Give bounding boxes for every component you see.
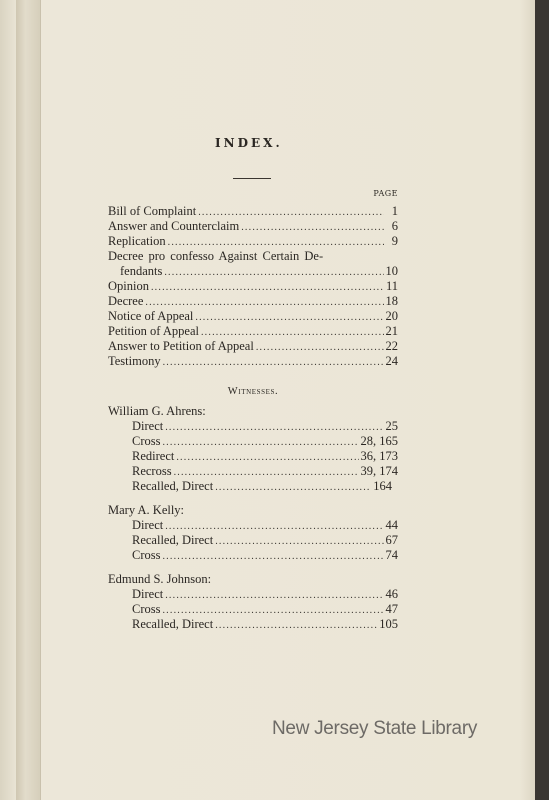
entry-page: 47	[385, 602, 398, 616]
witnesses-heading: Witnesses.	[227, 386, 279, 397]
leader-dots	[165, 521, 383, 532]
entry-label: Recross	[132, 464, 172, 478]
index-entry	[108, 309, 398, 324]
entry-page: 46	[385, 587, 398, 601]
leader-dots	[198, 207, 384, 218]
witness-entry	[132, 479, 392, 494]
leader-dots	[215, 536, 383, 547]
entry-label: fendants	[120, 264, 163, 278]
leader-dots	[162, 605, 383, 616]
index-entry	[108, 294, 398, 309]
entry-page: 39, 174	[360, 464, 398, 478]
index-entry	[108, 279, 398, 294]
entry-page: 28, 165	[360, 434, 398, 448]
index-entry	[108, 204, 398, 219]
entry-label: Recalled, Direct	[132, 617, 214, 631]
entry-label: Redirect	[132, 449, 175, 463]
entry-page: 24	[385, 354, 398, 368]
leader-dots	[145, 297, 383, 308]
entry-label: Recalled, Direct	[132, 479, 214, 493]
witness-entry	[132, 587, 398, 602]
entry-label: Cross	[132, 548, 161, 562]
entry-label: Bill of Complaint	[108, 204, 197, 218]
entry-page: 20	[385, 309, 398, 323]
leader-dots	[174, 467, 359, 478]
leader-dots	[168, 237, 384, 248]
witness-entry	[132, 449, 398, 464]
witness-entry	[132, 518, 398, 533]
entry-page: 67	[385, 533, 398, 547]
title-rule	[233, 178, 271, 179]
witness-entry	[132, 602, 398, 617]
witness-entry	[132, 464, 398, 479]
entry-page: 44	[385, 518, 398, 532]
entry-label: Direct	[132, 518, 164, 532]
entry-label: Replication	[108, 234, 166, 248]
leader-dots	[256, 342, 384, 353]
entry-page: 105	[379, 617, 398, 631]
witness-entry	[132, 548, 398, 563]
leader-dots	[165, 422, 383, 433]
leader-dots	[195, 312, 383, 323]
entry-page: 164	[373, 479, 392, 493]
index-entry	[108, 234, 398, 249]
entry-page: 6	[391, 219, 398, 233]
entry-page: 22	[385, 339, 398, 353]
entry-label: Direct	[132, 587, 164, 601]
witness-entry	[132, 617, 398, 632]
witness-entry	[132, 419, 398, 434]
leader-dots	[163, 357, 384, 368]
entry-label: Answer and Counterclaim	[108, 219, 240, 233]
entry-page: 21	[385, 324, 398, 338]
index-entry	[108, 339, 398, 354]
leader-dots	[201, 327, 384, 338]
entry-label: Notice of Appeal	[108, 309, 194, 323]
entry-page: 36, 173	[360, 449, 398, 463]
index-entry	[108, 324, 398, 339]
witness-name: Edmund S. Johnson:	[108, 572, 212, 586]
witness-entry	[132, 434, 398, 449]
entry-page: 10	[385, 264, 398, 278]
entry-label: Recalled, Direct	[132, 533, 214, 547]
entry-label: Opinion	[108, 279, 149, 293]
leader-dots	[215, 482, 371, 493]
index-entry-wrapped: Decree pro confesso Against Certain De-	[108, 249, 324, 263]
entry-label: Answer to Petition of Appeal	[108, 339, 254, 353]
entry-page: 9	[391, 234, 398, 248]
leader-dots	[176, 452, 358, 463]
entry-page: 74	[385, 548, 398, 562]
index-entry	[108, 354, 398, 369]
witness-entry	[132, 533, 398, 548]
entry-label: Decree	[108, 294, 144, 308]
entry-page: 11	[385, 279, 398, 293]
leader-dots	[162, 551, 383, 562]
leader-dots	[151, 282, 384, 293]
leader-dots	[164, 267, 383, 278]
page-column-heading: PAGE	[373, 189, 398, 198]
entry-page: 1	[391, 204, 398, 218]
entry-label: Petition of Appeal	[108, 324, 199, 338]
leader-dots	[241, 222, 384, 233]
entry-page: 25	[385, 419, 398, 433]
entry-page: 18	[385, 294, 398, 308]
witness-name: William G. Ahrens:	[108, 404, 206, 418]
index-entry	[108, 219, 398, 234]
entry-label: Cross	[132, 434, 161, 448]
leader-dots	[215, 620, 377, 631]
library-stamp: New Jersey State Library	[272, 718, 478, 739]
index-entry	[120, 264, 398, 279]
witness-name: Mary A. Kelly:	[108, 503, 185, 517]
index-title: INDEX.	[215, 136, 283, 150]
leader-dots	[162, 437, 358, 448]
entry-label: Direct	[132, 419, 164, 433]
page-binding	[16, 0, 41, 800]
leader-dots	[165, 590, 383, 601]
entry-label: Testimony	[108, 354, 161, 368]
entry-label: Cross	[132, 602, 161, 616]
